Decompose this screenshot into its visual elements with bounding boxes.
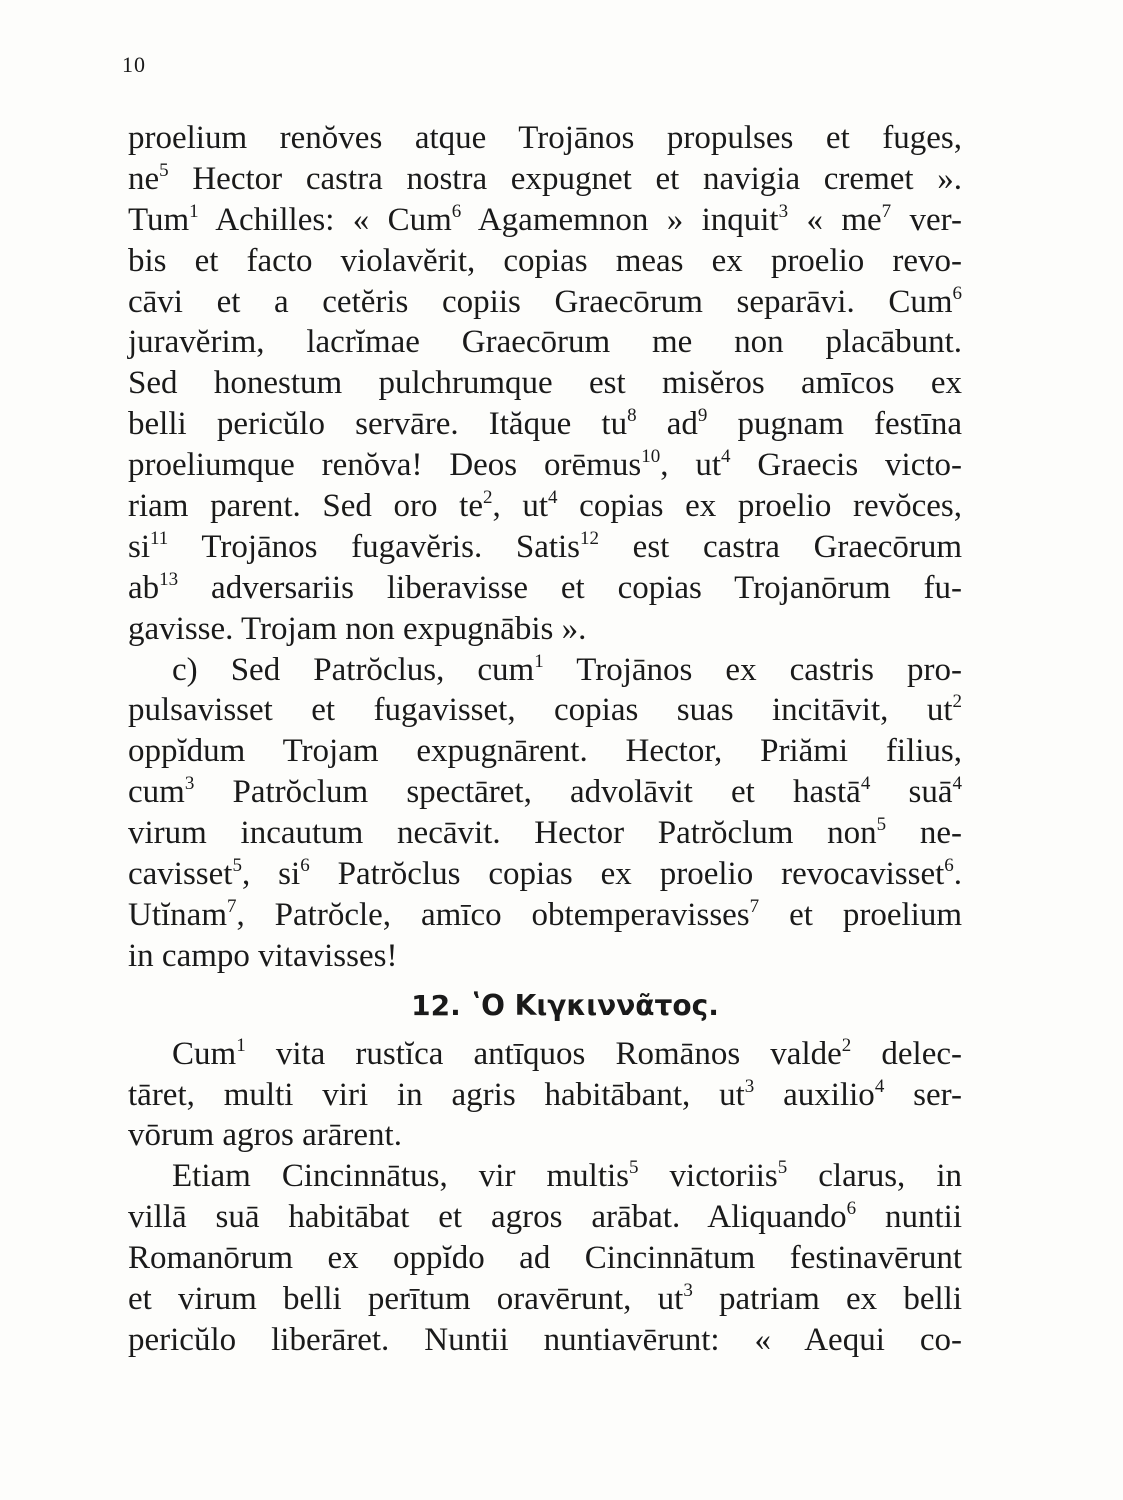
footnote-marker: 1 <box>534 650 544 672</box>
line-text: ad <box>636 406 698 443</box>
line-text: cum <box>128 774 185 811</box>
footnote-marker: 5 <box>159 159 169 181</box>
footnote-marker: 6 <box>944 855 954 877</box>
line-text: ab <box>128 569 160 606</box>
text-line <box>128 690 962 731</box>
footnote-marker: 3 <box>683 1280 693 1302</box>
text-line <box>128 609 962 650</box>
text-line <box>128 1156 962 1197</box>
footnote-marker: 5 <box>629 1157 639 1179</box>
text-line <box>128 1115 962 1156</box>
line-text: Graecis victo- <box>730 447 963 484</box>
section-heading: 12. ʽΟ Κιγκιννᾶτος. <box>411 988 719 1022</box>
footnote-marker: 6 <box>952 282 962 304</box>
footnote-marker: 2 <box>841 1034 852 1056</box>
line-text: Romanōrum ex oppĭdo ad Cincinnātum festinavērunt <box>128 1240 962 1277</box>
line-text: vōrum agros arārent. <box>128 1117 402 1154</box>
line-text: Hector castra nostra expugnet et navigia cremet ». <box>168 160 962 197</box>
footnote-marker: 5 <box>876 814 887 836</box>
text-line <box>128 1238 962 1279</box>
line-text: vita rustĭca antīquos Romānos valde <box>245 1035 842 1072</box>
line-text: et virum belli perītum oravērunt, ut <box>128 1281 684 1318</box>
text-line <box>128 1279 962 1320</box>
line-text: proeliumque renŏva! Deos orēmus <box>128 447 642 484</box>
line-text: , ut <box>492 488 549 525</box>
footnote-marker: 3 <box>184 773 195 795</box>
footnote-marker: 8 <box>627 405 637 427</box>
line-text: ne <box>128 160 160 197</box>
footnote-marker: 4 <box>860 773 871 795</box>
footnote-marker: 6 <box>451 200 462 222</box>
footnote-marker: 4 <box>952 773 962 795</box>
text-line <box>128 404 962 445</box>
line-text: riam parent. Sed oro te <box>128 488 483 525</box>
line-text: Patrŏclum spectāret, advolāvit et hastā <box>194 774 861 811</box>
text-line <box>128 1034 962 1075</box>
footnote-marker: 10 <box>641 446 661 468</box>
page-number: 10 <box>122 52 146 77</box>
line-text: , si <box>241 856 301 893</box>
text-line <box>128 241 962 282</box>
line-text: delec- <box>851 1035 962 1072</box>
line-text: si <box>128 528 151 565</box>
text-line <box>128 1197 962 1238</box>
line-text: Etiam Cincinnātus, vir multis <box>172 1158 630 1195</box>
text-line <box>128 1320 962 1361</box>
text-line <box>128 322 962 363</box>
line-text: bis et facto violavĕrit, copias meas ex proelio revo- <box>128 242 962 279</box>
line-text: nuntii <box>856 1199 962 1236</box>
line-text: pericŭlo liberāret. Nuntii nuntiavērunt: « Aequi co- <box>128 1321 962 1358</box>
footnote-marker: 2 <box>483 487 493 509</box>
line-text: et proelium <box>759 896 962 933</box>
footnote-marker: 13 <box>159 568 179 590</box>
footnote-marker: 11 <box>150 527 169 549</box>
footnote-marker: 4 <box>721 446 731 468</box>
line-text: adversariis liberavisse et copias Trojanōrum fu- <box>178 569 962 606</box>
line-text: tāret, multi viri in agris habitābant, ut <box>128 1076 745 1113</box>
line-text: cavisset <box>128 856 233 893</box>
footnote-marker: 5 <box>777 1157 788 1179</box>
footnote-marker: 2 <box>952 691 962 713</box>
line-text: gavisse. Trojam non expugnābis ». <box>128 610 587 647</box>
line-text: Patrŏclus copias ex proelio revocavisset <box>309 856 945 893</box>
footnote-marker: 9 <box>697 405 708 427</box>
line-text: villā suā habitābat et agros arābat. Aliquando <box>128 1199 847 1236</box>
footnote-marker: 6 <box>300 855 310 877</box>
footnote-marker: 12 <box>580 527 600 549</box>
line-text: Utĭnam <box>128 896 227 933</box>
text-line <box>128 486 962 527</box>
footnote-marker: 7 <box>881 200 892 222</box>
line-text: ne- <box>886 815 963 852</box>
footnote-marker: 4 <box>548 487 558 509</box>
line-text: belli pericŭlo servāre. Ităque tu <box>128 406 628 443</box>
line-text: auxilio <box>754 1076 875 1113</box>
text-line <box>128 813 962 854</box>
footnote-marker: 3 <box>778 200 789 222</box>
line-text: Cum <box>172 1035 237 1072</box>
text-line <box>128 363 962 404</box>
footnote-marker: 7 <box>226 895 237 917</box>
line-text: c) Sed Patrŏclus, cum <box>172 651 535 688</box>
line-text: cāvi et a cetĕris copiis Graecōrum separāvi. Cum <box>128 283 953 320</box>
footnote-marker: 5 <box>232 855 242 877</box>
line-text: Tum <box>128 201 190 238</box>
line-text: Agamemnon » inquit <box>461 201 779 238</box>
line-text: , Patrŏcle, amīco obtemperavisses <box>236 896 750 933</box>
line-text: . <box>953 856 963 893</box>
line-text: « me <box>788 201 882 238</box>
line-text: victoriis <box>638 1158 778 1195</box>
line-text: pugnam festīna <box>707 406 962 443</box>
text-line <box>128 772 962 813</box>
line-text: pulsavisset et fugavisset, copias suas incitāvit, ut <box>128 692 953 729</box>
text-line <box>128 936 962 977</box>
text-line <box>128 1075 962 1116</box>
text-line <box>128 568 962 609</box>
line-text: patriam ex belli <box>692 1281 963 1318</box>
text-line <box>128 200 962 241</box>
line-text: proelium renŏves atque Trojānos propulses et fuges, <box>128 120 962 156</box>
text-line <box>128 731 962 772</box>
text-line <box>128 118 962 159</box>
text-line <box>128 527 962 568</box>
line-text: ver- <box>891 201 962 238</box>
text-line <box>128 282 962 323</box>
footnote-marker: 3 <box>744 1075 755 1097</box>
line-text: virum incautum necāvit. Hector Patrŏclum non <box>128 815 877 852</box>
line-text: juravĕrim, lacrĭmae Graecōrum me non placābunt. <box>128 324 962 361</box>
line-text: Sed honestum pulchrumque est misĕros amīcos ex <box>128 365 962 402</box>
line-text: in campo vitavisses! <box>128 937 398 974</box>
line-text: Trojānos fugavĕris. Satis <box>168 528 581 565</box>
line-text: ser- <box>884 1076 962 1113</box>
footnote-marker: 1 <box>189 200 199 222</box>
line-text: clarus, in <box>787 1158 963 1195</box>
line-text: Trojānos ex castris pro- <box>543 651 962 688</box>
footnote-marker: 1 <box>236 1034 246 1056</box>
footnote-marker: 7 <box>749 895 760 917</box>
text-line <box>128 445 962 486</box>
footnote-marker: 4 <box>874 1075 885 1097</box>
line-text: copias ex proelio revŏces, <box>557 488 963 525</box>
line-text: est castra Graecōrum <box>599 528 962 565</box>
text-line <box>128 650 962 691</box>
text-body <box>128 118 962 1361</box>
footnote-marker: 6 <box>846 1198 857 1220</box>
line-text: , ut <box>660 447 721 484</box>
line-text: Achilles: « Cum <box>198 201 452 238</box>
text-line <box>128 895 962 936</box>
line-text: suā <box>870 774 953 811</box>
text-line <box>128 854 962 895</box>
line-text: oppĭdum Trojam expugnārent. Hector, Priămi filius, <box>128 733 962 770</box>
text-line <box>128 159 962 200</box>
